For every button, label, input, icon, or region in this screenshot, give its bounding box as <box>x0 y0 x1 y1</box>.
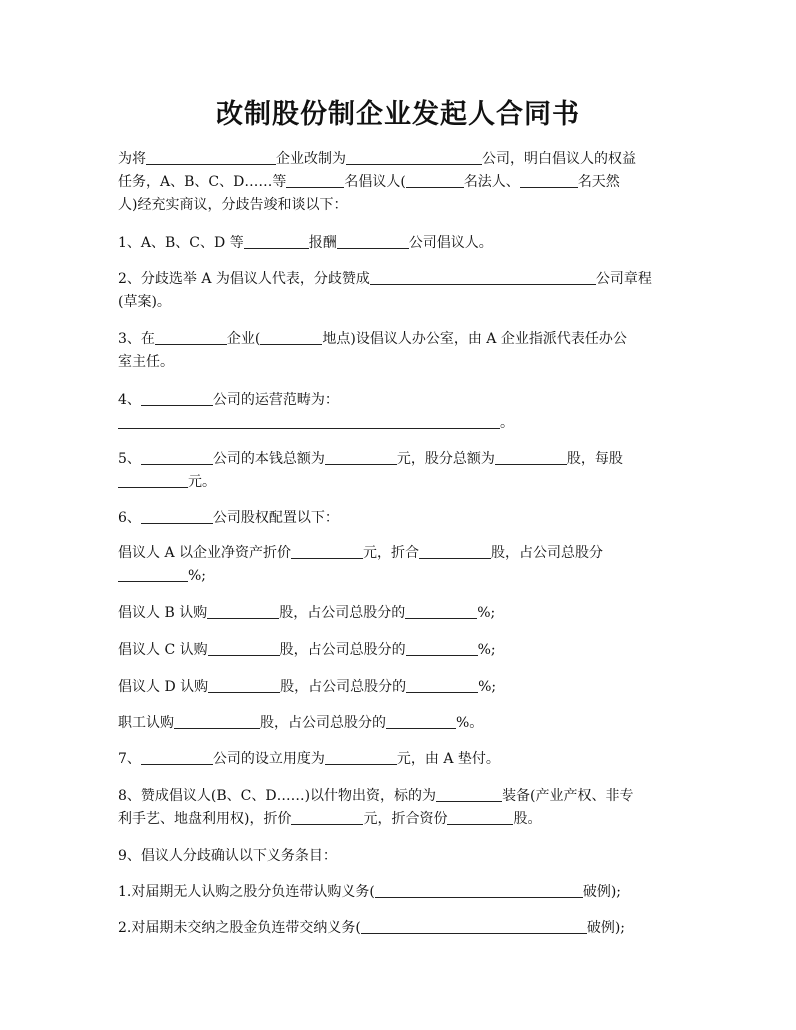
clause-2 <box>118 268 686 314</box>
text-run: 1.对届期无人认购之股分负连带认购义务( <box>118 884 375 900</box>
text-run: 倡议人 D 认购 <box>118 679 209 695</box>
text-run: 公司，明白倡议人的权益 <box>482 151 636 167</box>
promoter-a-line-2 <box>118 565 686 588</box>
text-run: 职工认购 <box>118 715 174 731</box>
text-run: 名法人、 <box>463 174 520 190</box>
text-run: %; <box>188 568 207 584</box>
fill-blank[interactable] <box>375 883 583 898</box>
clause-2-line-2: (草案)。 <box>118 294 171 310</box>
clause-9-item-2 <box>118 917 686 940</box>
text-run: 股，每股 <box>566 451 623 467</box>
fill-blank[interactable] <box>244 234 309 249</box>
clause-3-line-2: 室主任。 <box>118 354 174 370</box>
text-run: 公司的设立用度为 <box>212 751 325 767</box>
fill-blank[interactable] <box>155 330 227 345</box>
fill-blank[interactable] <box>436 787 502 802</box>
text-run: 元，折合 <box>363 545 420 561</box>
text-run: 地点)设倡议人办公室，由 A 企业指派代表任办公 <box>322 331 627 347</box>
clause-6 <box>118 507 686 530</box>
fill-blank[interactable] <box>208 678 280 693</box>
preamble-line-2 <box>118 171 686 194</box>
text-run: 装备(产业产权、非专 <box>502 788 634 804</box>
clause-6-promoter-d <box>118 676 686 699</box>
text-run: 股，占公司总股分的 <box>279 642 406 658</box>
fill-blank[interactable] <box>207 604 279 619</box>
fill-blank[interactable] <box>495 450 567 465</box>
text-run: 股。 <box>513 811 542 827</box>
fill-blank[interactable] <box>291 810 363 825</box>
document-title: 改制股份制企业发起人合同书 <box>216 99 580 130</box>
clause-6-promoter-c <box>118 639 686 662</box>
fill-blank[interactable] <box>141 391 213 406</box>
fill-blank[interactable] <box>406 678 478 693</box>
fill-blank[interactable] <box>337 234 409 249</box>
text-run: 股，占公司总股分 <box>491 545 604 561</box>
preamble-line-1 <box>118 148 686 171</box>
text-run: 公司倡议人。 <box>408 235 493 251</box>
text-run: 元，股分总额为 <box>396 451 495 467</box>
text-run: 利手艺、地盘利用权)，折价 <box>118 811 292 827</box>
preamble-paragraph <box>118 148 686 217</box>
text-run: 企业( <box>226 331 261 347</box>
fill-blank[interactable] <box>141 509 213 524</box>
text-run: 7、 <box>118 751 141 767</box>
fill-blank[interactable] <box>118 414 500 429</box>
text-run: %; <box>477 642 496 658</box>
text-run: 企业改制为 <box>276 151 346 167</box>
fill-blank[interactable] <box>406 641 478 656</box>
fill-blank[interactable] <box>520 173 578 188</box>
clause-6-promoter-b <box>118 602 686 625</box>
fill-blank[interactable] <box>325 450 397 465</box>
fill-blank[interactable] <box>286 173 344 188</box>
fill-blank[interactable] <box>141 450 213 465</box>
text-run: 公司的本钱总额为 <box>212 451 325 467</box>
text-run: 公司股权配置以下： <box>212 510 339 526</box>
clause-6-employees <box>118 712 686 735</box>
clause-4-line-1 <box>118 389 686 412</box>
text-run: 股，占公司总股分的 <box>260 715 386 731</box>
clause-5-line-1 <box>118 448 686 471</box>
text-run: 倡议人 C 认购 <box>118 642 208 658</box>
clause-2-line-1 <box>118 268 686 291</box>
fill-blank[interactable] <box>447 810 513 825</box>
text-run: 倡议人 A 以企业净资产折价 <box>118 545 292 561</box>
clause-4 <box>118 389 686 435</box>
fill-blank[interactable] <box>118 567 188 582</box>
clause-7 <box>118 748 686 771</box>
clause-5-line-2 <box>118 471 686 494</box>
text-run: 。 <box>500 415 514 431</box>
fill-blank[interactable] <box>141 750 213 765</box>
text-run: 破例); <box>586 920 626 936</box>
text-run: 名天然 <box>577 174 620 190</box>
text-run: 任务，A、B、C、D……等 <box>118 174 287 190</box>
text-run: 股，占公司总股分的 <box>280 679 407 695</box>
fill-blank[interactable] <box>325 750 397 765</box>
clause-9-item-1 <box>118 881 686 904</box>
text-run: 公司章程 <box>595 271 652 287</box>
text-run: 名倡议人( <box>344 174 406 190</box>
clause-6-promoter-a <box>118 542 686 588</box>
promoter-a-line-1 <box>118 542 686 565</box>
text-run: 2.对届期未交纳之股金负连带交纳义务( <box>118 920 361 936</box>
text-run: 公司的运营范畴为： <box>212 392 339 408</box>
clause-3-line-1 <box>118 328 686 351</box>
text-run: 股，占公司总股分的 <box>279 605 406 621</box>
fill-blank[interactable] <box>361 919 587 934</box>
fill-blank[interactable] <box>405 604 477 619</box>
fill-blank[interactable] <box>370 270 596 285</box>
text-run: 6、 <box>118 510 141 526</box>
fill-blank[interactable] <box>260 330 322 345</box>
fill-blank[interactable] <box>346 150 482 165</box>
fill-blank[interactable] <box>118 473 188 488</box>
text-run: %。 <box>456 715 484 731</box>
text-run: 3、在 <box>118 331 155 347</box>
fill-blank[interactable] <box>406 173 464 188</box>
clause-8 <box>118 785 686 831</box>
fill-blank[interactable] <box>386 714 456 729</box>
fill-blank[interactable] <box>146 150 276 165</box>
text-run: 报酬 <box>308 235 337 251</box>
clause-9: 9、倡议人分歧确认以下义务条目： <box>118 848 337 864</box>
clause-8-line-2 <box>118 808 686 831</box>
clause-4-line-2 <box>118 412 686 435</box>
clause-8-line-1 <box>118 785 686 808</box>
text-run: 元，折合资份 <box>363 811 448 827</box>
fill-blank[interactable] <box>208 641 280 656</box>
clause-3 <box>118 328 686 374</box>
clause-1 <box>118 232 686 255</box>
text-run: 1、A、B、C、D 等 <box>118 235 244 251</box>
text-run: 元。 <box>188 474 216 490</box>
text-run: 8、赞成倡议人(B、C、D……)以什物出资，标的为 <box>118 788 437 804</box>
text-run: 2、分歧选举 A 为倡议人代表，分歧赞成 <box>118 271 370 287</box>
text-run: 元，由 A 垫付。 <box>396 751 500 767</box>
text-run: 破例); <box>582 884 622 900</box>
text-run: 为将 <box>118 151 146 167</box>
clause-5 <box>118 448 686 494</box>
fill-blank[interactable] <box>291 544 363 559</box>
text-run: %; <box>477 605 496 621</box>
text-run: 5、 <box>118 451 141 467</box>
fill-blank[interactable] <box>174 714 260 729</box>
text-run: 4、 <box>118 392 141 408</box>
text-run: 倡议人 B 认购 <box>118 605 208 621</box>
fill-blank[interactable] <box>419 544 491 559</box>
text-run: %; <box>478 679 497 695</box>
preamble-line-3: 人)经充实商议，分歧告竣和谈以下： <box>118 197 348 213</box>
